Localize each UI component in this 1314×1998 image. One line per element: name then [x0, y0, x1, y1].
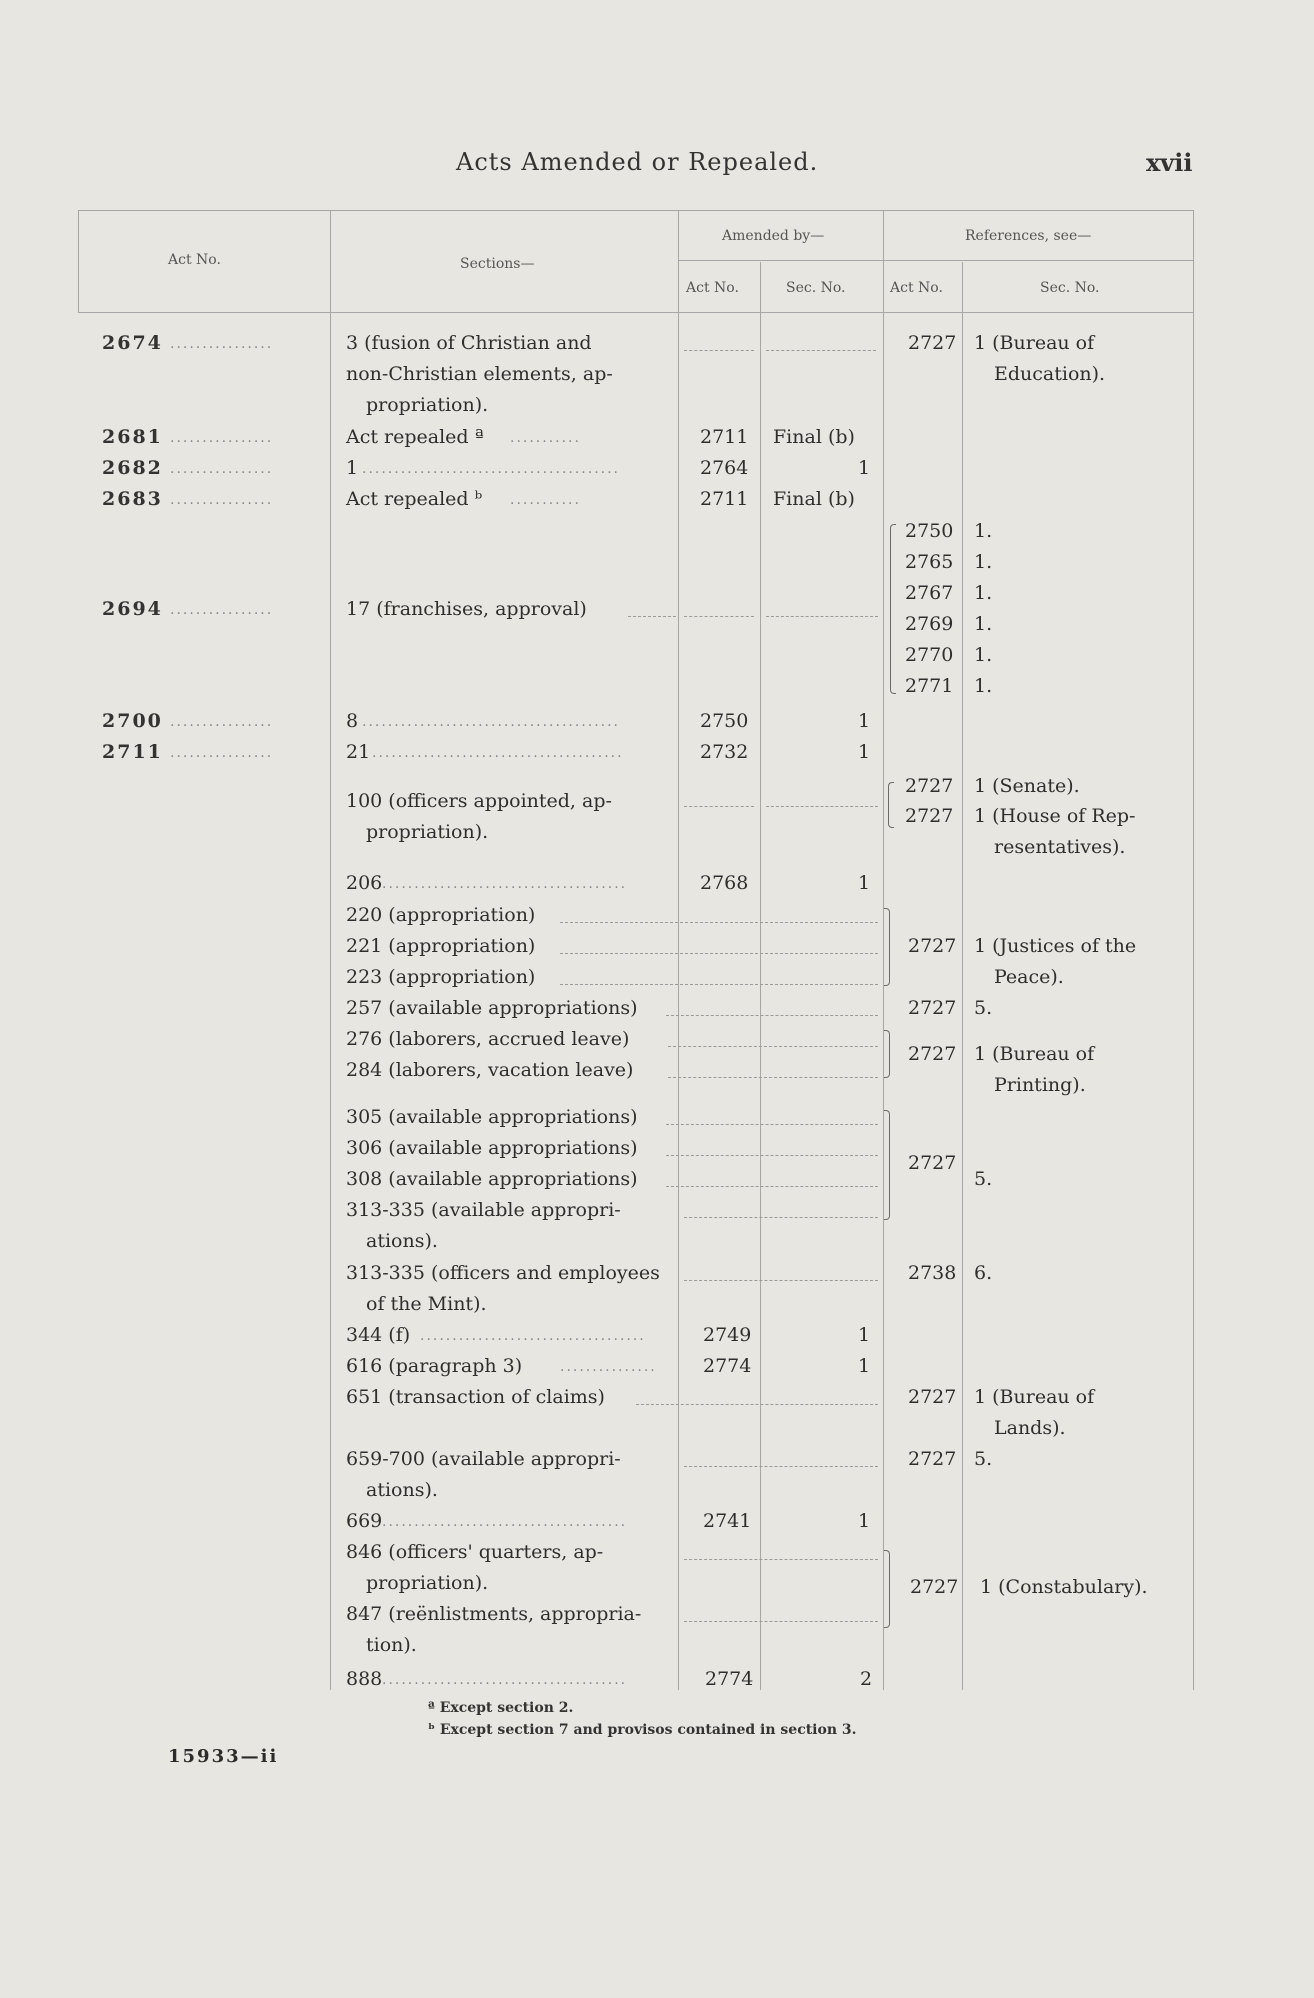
print-mark: 15933—ii: [168, 1746, 279, 1767]
section-text: 888: [346, 1668, 383, 1690]
leader-dots: ........................................: [362, 461, 621, 477]
amended-act-number: 2764: [700, 457, 749, 479]
section-text: Act repealed ᵇ: [346, 488, 483, 510]
section-text: 313-335 (officers and employees: [346, 1262, 660, 1284]
ref-act-number: 2750: [905, 520, 954, 542]
amended-act-number: 2749: [703, 1324, 752, 1346]
section-text: propriation).: [366, 1572, 489, 1594]
amended-act-number: 2711: [700, 426, 749, 448]
amended-act-number: 2774: [705, 1668, 754, 1690]
section-text: 223 (appropriation): [346, 966, 536, 988]
leader-dots: ................: [170, 492, 274, 508]
section-text: of the Mint).: [366, 1293, 487, 1315]
ref-section: 1.: [974, 582, 993, 604]
leader-dots: ................: [170, 461, 274, 477]
section-text: propriation).: [366, 394, 489, 416]
section-text: propriation).: [366, 821, 489, 843]
amended-section: 1: [858, 872, 871, 894]
header-references: References, see—: [965, 228, 1092, 244]
ref-act-number: 2727: [908, 1386, 957, 1408]
header-amended-by: Amended by—: [722, 228, 825, 244]
ref-act-number: 2765: [905, 551, 954, 573]
ref-section: 1.: [974, 520, 993, 542]
leader-dots: ................: [170, 745, 274, 761]
amended-section: 1: [858, 710, 871, 732]
section-text: 284 (laborers, vacation leave): [346, 1059, 634, 1081]
leader-dots: ......................................: [382, 876, 628, 892]
header-ref-sec-no: Sec. No.: [1040, 280, 1100, 296]
ref-section: 1 (House of Rep-: [974, 805, 1136, 827]
ref-section: Education).: [994, 363, 1106, 385]
section-text: 221 (appropriation): [346, 935, 536, 957]
ref-section: 1 (Bureau of: [974, 1043, 1095, 1065]
ref-section: 5.: [974, 1448, 993, 1470]
amended-section: 1: [858, 1355, 871, 1377]
ref-section: 1 (Justices of the: [974, 935, 1137, 957]
ref-section: 1 (Constabulary).: [980, 1576, 1148, 1598]
leader-dots: .......................................: [372, 745, 624, 761]
ref-act-number: 2770: [905, 644, 954, 666]
ref-section: 5.: [974, 997, 993, 1019]
section-text: non-Christian elements, ap-: [346, 363, 613, 385]
section-text: ations).: [366, 1479, 438, 1501]
amended-act-number: 2741: [703, 1510, 752, 1532]
header-amended-act-no: Act No.: [686, 280, 739, 296]
ref-act-number: 2767: [905, 582, 954, 604]
leader-dots: ...........: [510, 492, 581, 508]
section-text: 21: [346, 741, 371, 763]
leader-dots: ................: [170, 430, 274, 446]
section-text: 308 (available appropriations): [346, 1168, 638, 1190]
section-text: Act repealed ª: [346, 426, 484, 448]
leader-dots: ...................................: [420, 1328, 646, 1344]
section-text: 276 (laborers, accrued leave): [346, 1028, 630, 1050]
ref-section: Lands).: [994, 1417, 1066, 1439]
amended-act-number: 2774: [703, 1355, 752, 1377]
ref-section: 1.: [974, 613, 993, 635]
section-text: 669: [346, 1510, 383, 1532]
page-title: Acts Amended or Repealed.: [456, 148, 819, 176]
ref-act-number: 2727: [908, 332, 957, 354]
ref-act-number: 2727: [908, 1152, 957, 1174]
ref-section: Peace).: [994, 966, 1064, 988]
section-text: 616 (paragraph 3): [346, 1355, 523, 1377]
section-text: 306 (available appropriations): [346, 1137, 638, 1159]
ref-section: 1.: [974, 644, 993, 666]
act-number: 2694: [102, 598, 163, 620]
ref-section: 1.: [974, 551, 993, 573]
leader-dots: ........................................: [362, 714, 621, 730]
section-text: 651 (transaction of claims): [346, 1386, 605, 1408]
ref-section: 1 (Bureau of: [974, 1386, 1095, 1408]
act-number: 2682: [102, 457, 163, 479]
ref-section: 5.: [974, 1168, 993, 1190]
section-text: 3 (fusion of Christian and: [346, 332, 592, 354]
amended-section: 1: [858, 1510, 871, 1532]
section-text: 17 (franchises, approval): [346, 598, 587, 620]
leader-dots: ................: [170, 602, 274, 618]
section-text: tion).: [366, 1634, 417, 1656]
section-text: 305 (available appropriations): [346, 1106, 638, 1128]
act-number: 2700: [102, 710, 163, 732]
section-text: 206: [346, 872, 383, 894]
amended-section: Final (b): [773, 426, 855, 448]
ref-section: resentatives).: [994, 836, 1126, 858]
ref-section: Printing).: [994, 1074, 1086, 1096]
act-number: 2683: [102, 488, 163, 510]
amended-act-number: 2732: [700, 741, 749, 763]
amended-section: 1: [858, 1324, 871, 1346]
amended-act-number: 2768: [700, 872, 749, 894]
ref-act-number: 2727: [905, 775, 954, 797]
section-text: 846 (officers' quarters, ap-: [346, 1541, 604, 1563]
ref-act-number: 2771: [905, 675, 954, 697]
ref-section: 6.: [974, 1262, 993, 1284]
leader-dots: ...........: [510, 430, 581, 446]
ref-act-number: 2727: [905, 805, 954, 827]
leader-dots: ...............: [560, 1359, 657, 1375]
ref-act-number: 2727: [908, 1448, 957, 1470]
footnote-b: ᵇ Except section 7 and provisos contained in section 3.: [428, 1722, 857, 1738]
section-text: 100 (officers appointed, ap-: [346, 790, 612, 812]
amended-section: 1: [858, 457, 871, 479]
amended-section: 2: [860, 1668, 873, 1690]
act-number: 2674: [102, 332, 163, 354]
section-text: 1: [346, 457, 359, 479]
amended-act-number: 2711: [700, 488, 749, 510]
header-sections: Sections—: [460, 256, 535, 272]
ref-act-number: 2727: [908, 935, 957, 957]
footnote-a: ª Except section 2.: [428, 1700, 574, 1716]
ref-section: 1 (Senate).: [974, 775, 1080, 797]
section-text: 8: [346, 710, 359, 732]
section-text: 659-700 (available appropri-: [346, 1448, 621, 1470]
amended-section: 1: [858, 741, 871, 763]
header-act-no: Act No.: [168, 252, 221, 268]
ref-section: 1.: [974, 675, 993, 697]
section-text: 344 (f): [346, 1324, 411, 1346]
section-text: 847 (reënlistments, appropria-: [346, 1603, 642, 1625]
page-number: xvii: [1146, 148, 1193, 177]
header-ref-act-no: Act No.: [890, 280, 943, 296]
act-number: 2681: [102, 426, 163, 448]
section-text: 257 (available appropriations): [346, 997, 638, 1019]
act-number: 2711: [102, 741, 163, 763]
ref-act-number: 2738: [908, 1262, 957, 1284]
ref-act-number: 2727: [908, 997, 957, 1019]
ref-act-number: 2727: [908, 1043, 957, 1065]
amended-act-number: 2750: [700, 710, 749, 732]
leader-dots: ......................................: [382, 1672, 628, 1688]
section-text: ations).: [366, 1230, 438, 1252]
leader-dots: ................: [170, 336, 274, 352]
ref-act-number: 2727: [910, 1576, 959, 1598]
header-amended-sec-no: Sec. No.: [786, 280, 846, 296]
leader-dots: ................: [170, 714, 274, 730]
section-text: 220 (appropriation): [346, 904, 536, 926]
amended-section: Final (b): [773, 488, 855, 510]
ref-act-number: 2769: [905, 613, 954, 635]
section-text: 313-335 (available appropri-: [346, 1199, 621, 1221]
leader-dots: ......................................: [382, 1514, 628, 1530]
ref-section: 1 (Bureau of: [974, 332, 1095, 354]
